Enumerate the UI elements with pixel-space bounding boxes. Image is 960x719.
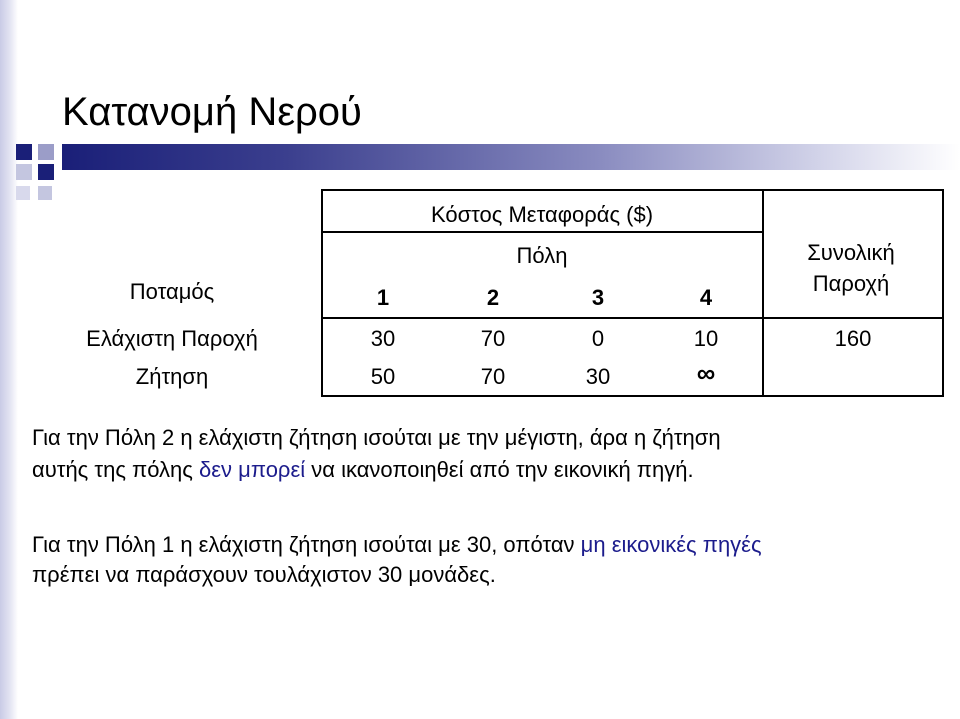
highlighted-text: δεν μπορεί — [198, 457, 306, 482]
table-cell: 70 — [480, 364, 506, 389]
table-cell: 50 — [370, 364, 396, 389]
table-cell: 10 — [693, 326, 719, 351]
decorative-square — [16, 186, 30, 200]
column-header-2: 2 — [486, 285, 500, 310]
paragraph-text: αυτής της πόλης — [32, 457, 199, 482]
table-divider-total — [762, 189, 764, 397]
total-supply-header-line1: Συνολική — [807, 240, 895, 265]
table-divider-header — [321, 317, 944, 319]
left-decorative-stripe — [0, 0, 18, 719]
column-header-4: 4 — [699, 285, 713, 310]
paragraph-2-line-2: πρέπει να παράσχουν τουλάχιστον 30 μονάδες. — [32, 562, 496, 587]
table-cell: 30 — [585, 364, 611, 389]
title-gradient-bar — [62, 144, 960, 170]
column-header-1: 1 — [376, 285, 390, 310]
decorative-square — [16, 144, 32, 160]
table-border-bottom — [321, 395, 944, 397]
table-border-right — [942, 189, 944, 397]
table-cell-infinity: ∞ — [696, 358, 716, 388]
paragraph-1-line-1: Για την Πόλη 2 η ελάχιστη ζήτηση ισούται με την μέγιστη, άρα η ζήτηση — [32, 425, 721, 450]
river-label: Ποταμός — [129, 279, 215, 304]
table-cell: 30 — [370, 326, 396, 351]
total-supply-header-line2: Παροχή — [812, 271, 890, 296]
decorative-square — [38, 144, 54, 160]
cost-header: Κόστος Μεταφοράς ($) — [430, 202, 654, 227]
slide-title: Κατανομή Νερού — [62, 90, 362, 134]
table-border-left — [321, 189, 323, 397]
decorative-square — [38, 186, 52, 200]
table-border-top — [321, 189, 944, 191]
total-supply-value: 160 — [834, 326, 872, 351]
row-label-min-supply: Ελάχιστη Παροχή — [86, 326, 258, 351]
decorative-square — [16, 164, 32, 180]
row-label-demand: Ζήτηση — [135, 364, 209, 389]
city-header: Πόλη — [516, 243, 568, 268]
table-cell: 70 — [480, 326, 506, 351]
paragraph-2-line-1 — [32, 531, 762, 558]
paragraph-text: Για την Πόλη 1 η ελάχιστη ζήτηση ισούται με 30, οπόταν — [32, 532, 581, 557]
column-header-3: 3 — [591, 285, 605, 310]
decorative-square — [38, 164, 54, 180]
paragraph-text: να ικανοποιηθεί από την εικονική πηγή. — [305, 457, 694, 482]
paragraph-1-line-2 — [32, 456, 694, 483]
table-divider-cost-header — [321, 231, 764, 233]
highlighted-text: μη εικονικές πηγές — [580, 532, 762, 557]
table-cell: 0 — [591, 326, 605, 351]
